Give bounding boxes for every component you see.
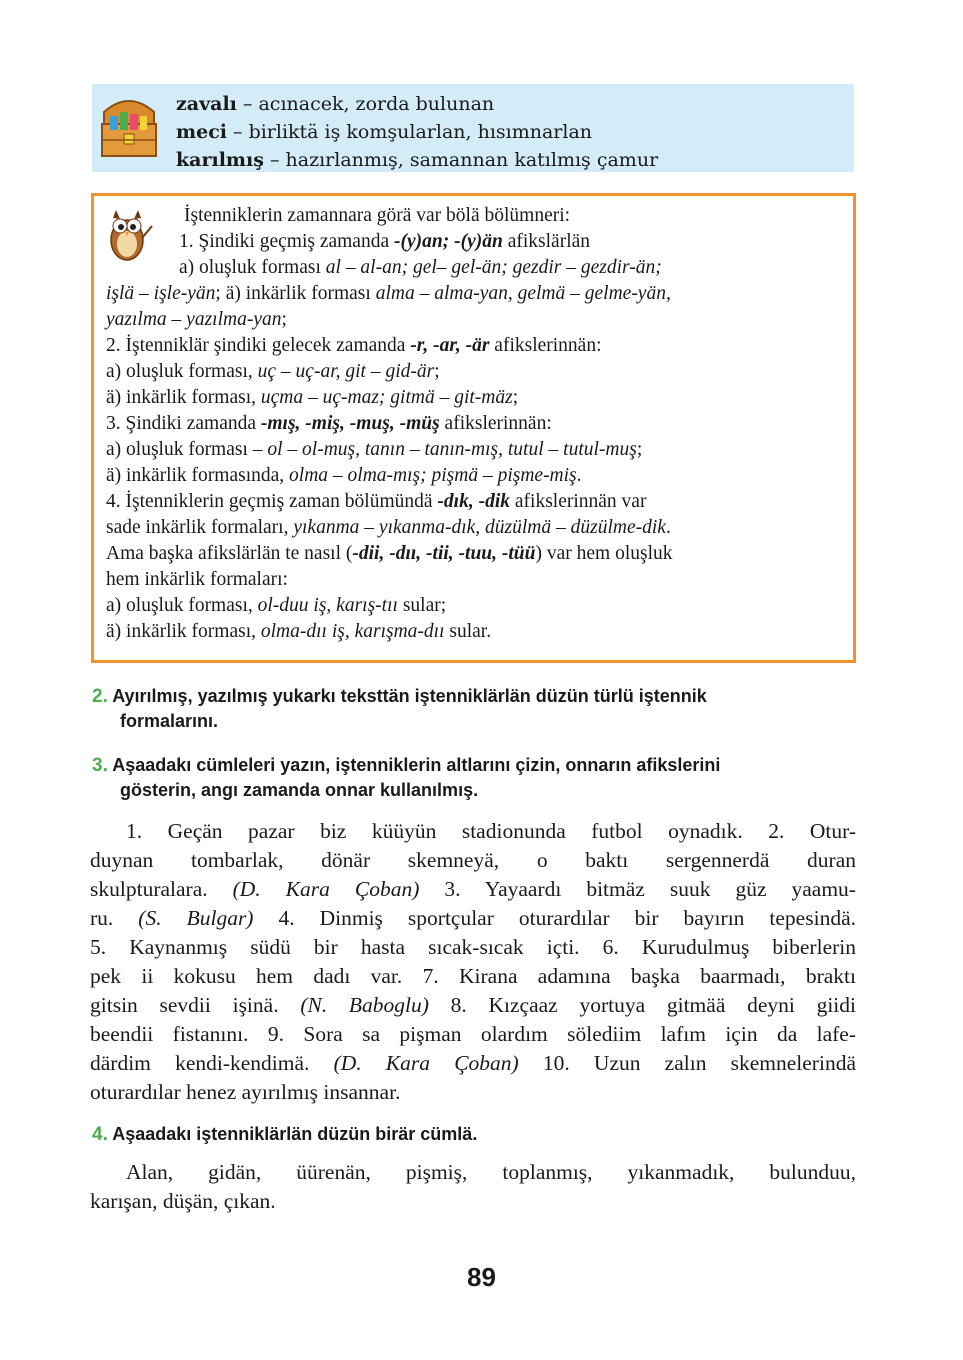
rule-line: hem inkärlik formaları: — [106, 569, 288, 590]
rule-line: ä) inkärlik forması, olma-dıı iş, karışma-dıı sular. — [106, 621, 492, 642]
treasure-chest-icon — [96, 90, 162, 166]
rule-line: 3. Şindiki zamanda -mış, -miş, -muş, -müş afikslerinnän: — [106, 413, 552, 434]
rule-line: 4. İştenniklerin geçmiş zaman bölümündä -dık, -dik afikslerinnän var — [106, 491, 647, 512]
rule-intro: İştenniklerin zamannara görä var bölä bölümneri: — [184, 205, 571, 226]
vocabulary-box — [92, 84, 854, 172]
task-3: 3. Aşaadakı cümleleri yazın, iştenniklerin altlarını çizin, onnarın afikslerini gösterin, angı zamanda onnar kullanılmış. — [92, 755, 721, 800]
rule-line: a) oluşluk forması, uç – uç-ar, git – gid-är; — [106, 361, 440, 382]
vocabulary-item: karılmış – hazırlanmış, samannan katılmış çamur — [176, 149, 659, 171]
exercise-paragraph: 1. Geçän pazar biz küüyün stadionunda futbol oynadık. 2. Otur- duynan tombarlak, dönär skemneyä, o baktı sergennerdä duran skulpturalara. (D. Kara Çoban) 3. Yayaardı bitmäz suuk güz yaamu- ru. (S. Bulgar) 4. Dinmiş sportçular oturardılar bir bayırın tepesindä. 5. Kaynanmış südü bir hasta sıcak-sıcak içti. 6. Kurudulmuş biberlerin pek ii kokusu hem dadı var. 7. Kirana adamına başka baarmadı, braktı gitsin sevdii işinä. (N. Baboglu) 8. Kızçaaz yortuya gitmää deyni giidi beendii fistanını. 9. Sora sa pişman olardım sölediim lafım için da lafe- därdim kendi-kendimä. (D. Kara Çoban) 10. Uzun zalın skemnelerindä oturardılar henez ayırılmış insannar. — [90, 819, 856, 1104]
rule-line: işlä – işle-yän; ä) inkärlik forması alma – alma-yan, gelmä – gelme-yän, — [106, 283, 671, 304]
word-list-paragraph: Alan, gidän, üürenän, pişmiş, toplanmış, yıkanmadık, bulunduu, karışan, düşän, çıkan. — [90, 1160, 856, 1213]
rule-line: 2. İştenniklär şindiki gelecek zamanda -r, -ar, -är afikslerinnän: — [106, 335, 602, 356]
task-2: 2. Ayırılmış, yazılmış yukarkı teksttän iştenniklärlän düzün türlü iştennik formalarını. — [92, 686, 707, 731]
rule-line: Ama başka afikslärlän te nasıl (-dii, -dıı, -tii, -tuu, -tüü) var hem oluşluk — [106, 543, 673, 564]
vocabulary-list — [176, 90, 658, 174]
vocabulary-item: zavalı – acınacek, zorda bulunan — [176, 93, 495, 115]
rule-line: a) oluşluk forması al – al-an; gel– gel-än; gezdir – gezdir-än; — [179, 257, 662, 278]
task-number: 4. — [92, 1124, 108, 1145]
grammar-rule-box — [91, 193, 856, 663]
rule-line: a) oluşluk forması, ol-duu iş, karış-tıı sular; — [106, 595, 447, 616]
task-number: 3. — [92, 755, 108, 776]
rule-line: ä) inkärlik forması, uçma – uç-maz; gitmä – git-mäz; — [106, 387, 519, 408]
rule-text — [106, 203, 844, 645]
task-4: 4. Aşaadakı iştenniklärlän düzün birär cümlä. — [92, 1124, 478, 1145]
task-number: 2. — [92, 686, 108, 707]
rule-line: a) oluşluk forması – ol – ol-muş, tanın – tanın-mış, tutul – tutul-muş; — [106, 439, 643, 460]
rule-line: yazılma – yazılma-yan; — [106, 309, 287, 330]
page-number: 89 — [467, 1262, 496, 1292]
vocabulary-item: meci – birliktä iş komşularlan, hısımnarlan — [176, 121, 593, 143]
rule-line: sade inkärlik formaları, yıkanma – yıkanma-dık, düzülmä – düzülme-dik. — [106, 517, 671, 538]
rule-line: ä) inkärlik formasında, olma – olma-mış; pişmä – pişme-miş. — [106, 465, 582, 486]
rule-line: 1. Şindiki geçmiş zamanda -(y)an; -(y)än afikslärlän — [179, 231, 591, 252]
